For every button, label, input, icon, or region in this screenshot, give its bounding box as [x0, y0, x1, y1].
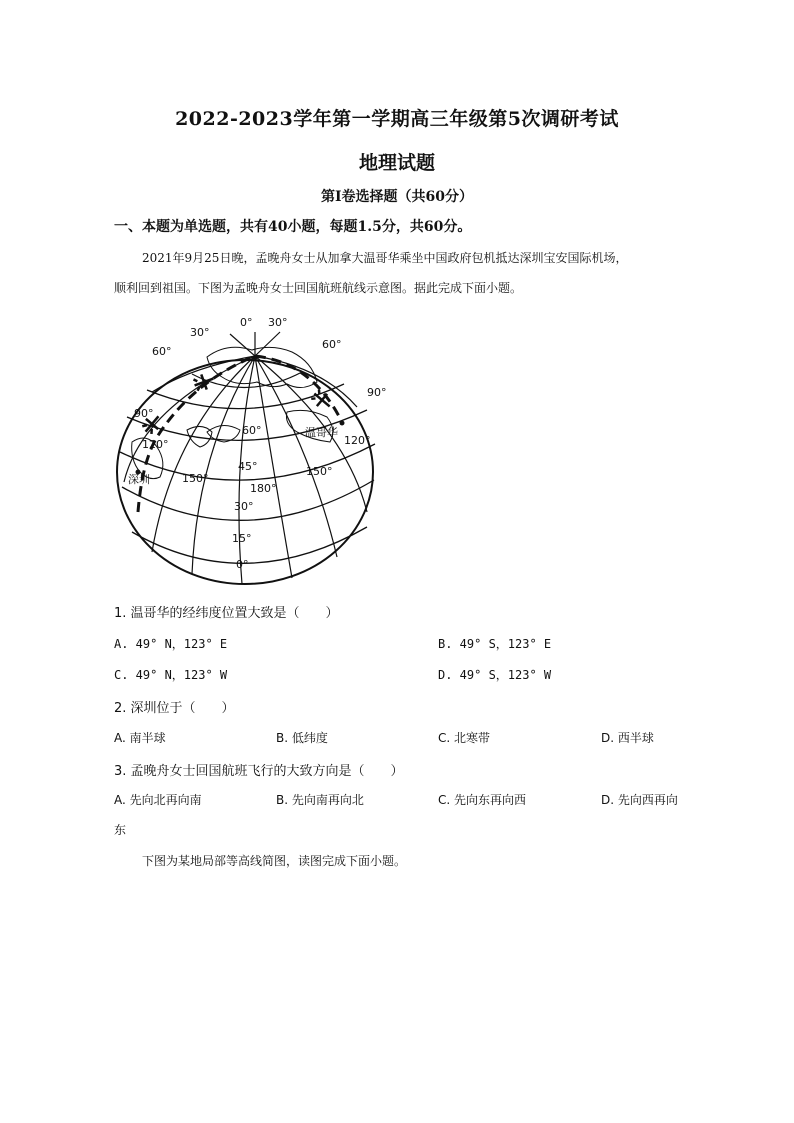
intro-paragraph [114, 243, 694, 303]
label-lon-150-left: 150° [182, 472, 209, 485]
page-title: 2022-2023学年第一学期高三年级第5次调研考试 [175, 108, 619, 130]
intro-line-2: 顺利回到祖国。下图为孟晚舟女士回国航班航线示意图。据此完成下面小题。 [114, 281, 523, 295]
next-passage-intro [114, 846, 694, 876]
question-3-option-c[interactable]: C. 先向东再向西 [438, 793, 527, 807]
flight-route-map [112, 312, 402, 588]
question-2-option-a[interactable]: A. 南半球 [114, 731, 166, 745]
question-3-option-d-wrap: 东 [114, 823, 127, 837]
question-1-option-b[interactable]: B. 49° S，123° E [438, 637, 552, 651]
globe-figure [112, 312, 402, 588]
label-lon-120-right: 120° [344, 434, 371, 447]
label-lat-60: 60° [242, 424, 262, 437]
question-2-stem: 2. 深圳位于（ ） [114, 701, 235, 716]
question-3-option-d[interactable]: D. 先向西再向 [601, 793, 678, 807]
question-2-option-b[interactable]: B. 低纬度 [276, 731, 328, 745]
question-2-option-c[interactable]: C. 北寒带 [438, 731, 491, 745]
question-1-stem: 1. 温哥华的经纬度位置大致是（ ） [114, 606, 339, 621]
label-lon-0: 0° [240, 316, 253, 329]
question-3-option-b[interactable]: B. 先向南再向北 [276, 793, 364, 807]
label-shenzhen: 深圳 [128, 473, 150, 486]
airplane-icon-right [309, 387, 335, 412]
question-1-option-a[interactable]: A. 49° N，123° E [114, 637, 228, 651]
label-vancouver: 温哥华 [305, 426, 338, 439]
part-title: 第Ⅰ卷选择题（共60分） [320, 189, 474, 205]
label-lon-120-left: 120° [142, 438, 169, 451]
question-3-option-a[interactable]: A. 先向北再向南 [114, 793, 202, 807]
label-lon-60-left: 60° [152, 345, 172, 358]
label-lon-90-left: 90° [134, 407, 154, 420]
label-lat-45: 45° [238, 460, 258, 473]
question-1-option-d[interactable]: D. 49° S，123° W [438, 668, 552, 682]
label-lon-180: 180° [250, 482, 277, 495]
label-lon-150-right: 150° [306, 465, 333, 478]
label-lon-90-right: 90° [367, 386, 387, 399]
page-subtitle: 地理试题 [358, 152, 435, 174]
next-intro-line-1: 下图为某地局部等高线简图，读图完成下面小题。 [142, 854, 407, 868]
section-title: 一、本题为单选题，共有40小题，每题1.5分，共60分。 [114, 219, 472, 235]
label-lat-15: 15° [232, 532, 252, 545]
label-lon-30-left: 30° [190, 326, 210, 339]
vancouver-marker [340, 421, 345, 426]
label-lon-30-right: 30° [268, 316, 288, 329]
question-2-option-d[interactable]: D. 西半球 [601, 731, 654, 745]
intro-line-1: 2021年9月25日晚，孟晚舟女士从加拿大温哥华乘坐中国政府包机抵达深圳宝安国际机场， [142, 251, 628, 265]
question-3-stem: 3. 孟晚舟女士回国航班飞行的大致方向是（ ） [114, 764, 404, 779]
label-lat-30: 30° [234, 500, 254, 513]
label-lon-60-right: 60° [322, 338, 342, 351]
label-lat-0: 0° [236, 558, 249, 571]
question-1-option-c[interactable]: C. 49° N，123° W [114, 668, 228, 682]
